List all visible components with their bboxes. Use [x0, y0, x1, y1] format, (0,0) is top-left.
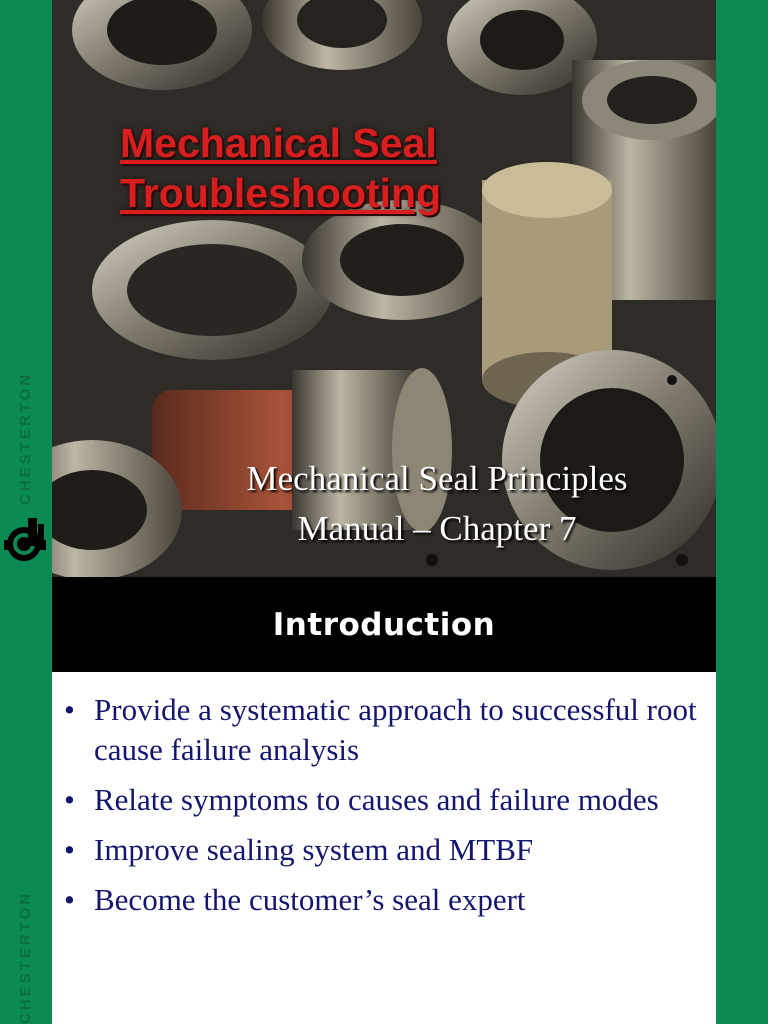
intro-heading: Introduction — [272, 606, 496, 643]
bullet-text: Improve sealing system and MTBF — [94, 832, 534, 867]
subtitle-line-2: Manual – Chapter 7 — [297, 509, 577, 548]
presentation-subtitle — [172, 454, 702, 554]
brand-vertical-text-lower: CHESTERTON — [17, 890, 34, 1024]
bullet-icon: • — [64, 782, 75, 817]
list-item — [64, 690, 702, 770]
intro-header-band — [52, 577, 716, 672]
bullet-text: Become the customer’s seal expert — [94, 882, 526, 917]
chesterton-logo-icon — [2, 514, 50, 566]
title-line-2: Troubleshooting — [120, 170, 442, 216]
cover-photo — [52, 0, 716, 577]
bullet-text: Relate symptoms to causes and failure modes — [94, 782, 659, 817]
title-line-1: Mechanical Seal — [120, 120, 437, 166]
right-sidebar — [716, 0, 768, 1024]
bullet-icon: • — [64, 882, 75, 917]
list-item — [64, 830, 702, 870]
list-item — [64, 880, 702, 920]
presentation-title — [120, 118, 560, 218]
subtitle-line-1: Mechanical Seal Principles — [246, 459, 628, 498]
bullet-icon: • — [64, 832, 75, 867]
intro-bullet-list — [52, 672, 716, 930]
bullet-icon: • — [64, 692, 75, 727]
brand-vertical-text: CHESTERTON — [17, 371, 34, 505]
list-item — [64, 780, 702, 820]
bullet-text: Provide a systematic approach to successful root cause failure analysis — [94, 692, 697, 767]
left-sidebar — [0, 0, 52, 1024]
